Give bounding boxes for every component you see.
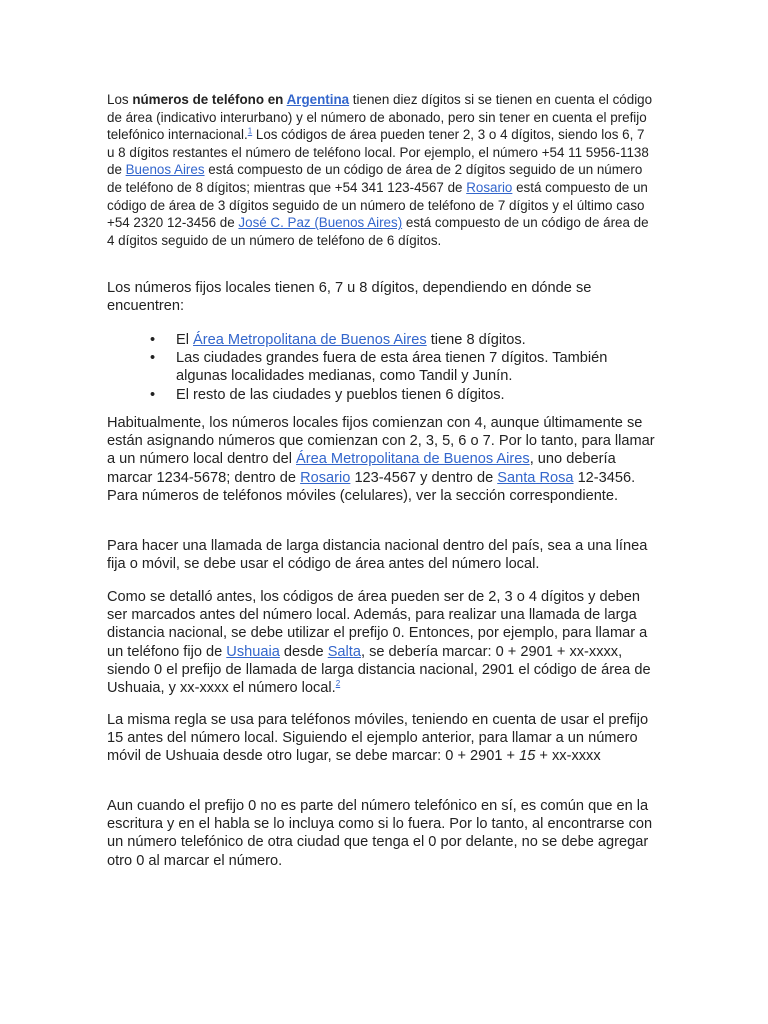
intro-text-5: está compuesto de un código de área de 4 dígitos seguido de un número de teléfono de 6 dígitos. [107, 215, 649, 248]
santa-rosa-link[interactable]: Santa Rosa [497, 469, 574, 486]
digits-bullet-list [150, 331, 625, 404]
intro-text-start: Los [107, 92, 133, 107]
mobile-rule-text-1: + xx-xxxx [535, 748, 601, 765]
buenos-aires-link[interactable]: Buenos Aires [125, 162, 205, 178]
bullet-1-suffix: tiene 8 dígitos. [426, 332, 526, 348]
local-prefix-text-1: , uno debería marcar 1234-5678; dentro de [107, 451, 616, 486]
intro-bold-text [132, 92, 349, 107]
intro-bold-label: números de teléfono en [132, 92, 287, 107]
intro-text-2: Los códigos de área pueden tener 2, 3 o 4 dígitos, siendo los 6, 7 u 8 dígitos restantes el número de teléfono local. Por ejemplo, el número +54 11 5956-1138 de [107, 127, 649, 178]
salta-link[interactable]: Salta [327, 643, 361, 660]
footnote-1-link[interactable]: 1 [247, 126, 253, 136]
rosario-link-2[interactable]: Rosario [300, 469, 351, 486]
local-prefix-text-2: 123-4567 y dentro de [350, 469, 498, 486]
mobile-prefix-italic: 15 [519, 748, 536, 765]
ushuaia-link[interactable]: Ushuaia [226, 643, 280, 660]
bullet-item-amba [150, 331, 625, 349]
mobile-rule-text-0: La misma regla se usa para teléfonos móviles, teniendo en cuenta de usar el prefijo 15 antes del número local. Siguiendo el ejemplo anterior, para llamar a un número móvil de Ushuaia desde otro lugar, se debe marcar: 0 + 2901 + [107, 712, 649, 765]
bullet-item-rest: • El resto de las ciudades y pueblos tienen 6 dígitos. [150, 386, 625, 404]
intro-text-4: está compuesto de un código de área de 3 dígitos seguido de un número de teléfono de 7 dígitos y el último caso +54 2320 12-3456 de [107, 179, 648, 231]
jose-c-paz-link[interactable]: José C. Paz (Buenos Aires) [238, 215, 403, 231]
local-numbers-paragraph: Los números fijos locales tienen 6, 7 u 8 dígitos, dependiendo en dónde se encuentren: [107, 280, 592, 315]
bullet-item-large-cities: • Las ciudades grandes fuera de esta área tienen 7 dígitos. También algunas localidades medianas, como Tandil y Junín. [150, 349, 625, 385]
bullet-1-prefix: El [176, 332, 194, 348]
area-code-text-2: , se debería marcar: 0 + 2901 + xx-xxxx, siendo 0 el prefijo de llamada de larga distancia nacional, 2901 el código de área de Ushuaia, y xx-xxxx el número local. [107, 643, 651, 697]
mobile-rule-paragraph [107, 711, 663, 766]
local-prefix-text-3: 12-3456. Para números de teléfonos móviles (celulares), ver la sección correspondiente. [107, 469, 636, 504]
zero-prefix-paragraph: Aun cuando el prefijo 0 no es parte del número telefónico en sí, es común que en la escritura y en el habla se lo incluya como si lo fuera. Por lo tanto, al encontrarse con un número telefónico de otra ciudad que tenga el 0 por delante, no se debe agregar otro 0 al marcar el número. [107, 798, 653, 869]
argentina-link[interactable]: Argentina [286, 92, 350, 107]
rosario-link[interactable]: Rosario [466, 179, 513, 195]
area-code-example-paragraph [107, 588, 663, 697]
long-distance-paragraph: Para hacer una llamada de larga distancia nacional dentro del país, sea a una línea fija o móvil, se debe usar el código de área antes del número local. [107, 538, 648, 573]
intro-text-3: está compuesto de un código de área de 2 dígitos seguido de un número de teléfono de 8 dígitos; mientras que +54 341 123-4567 de [107, 162, 643, 195]
local-prefix-text-0: Habitualmente, los números locales fijos comienzan con 4, aunque últimamente se están asignando números que comienzan con 2, 3, 5, 6 o 7. Por lo tanto, para llamar a un número local dentro del [107, 415, 655, 468]
intro-text-1: tienen diez dígitos si se tienen en cuenta el código de área (indicativo interurbano) y el número de abonado, pero sin tener en cuenta el prefijo telefónico internacional. [107, 92, 653, 143]
local-prefix-paragraph [107, 414, 663, 505]
amba-link[interactable]: Área Metropolitana de Buenos Aires [193, 332, 427, 348]
amba-link-2[interactable]: Área Metropolitana de Buenos Aires [296, 451, 530, 468]
intro-paragraph [107, 91, 655, 249]
footnote-2-link[interactable]: 2 [335, 679, 341, 689]
area-code-text-1: desde [279, 643, 328, 660]
area-code-text-0: Como se detalló antes, los códigos de área pueden ser de 2, 3 o 4 dígitos y deben ser marcados antes del número local. Además, para realizar una llamada de larga distancia nacional, se debe utilizar el prefijo 0. Entonces, por ejemplo, para llamar a un teléfono fijo de [107, 589, 648, 660]
